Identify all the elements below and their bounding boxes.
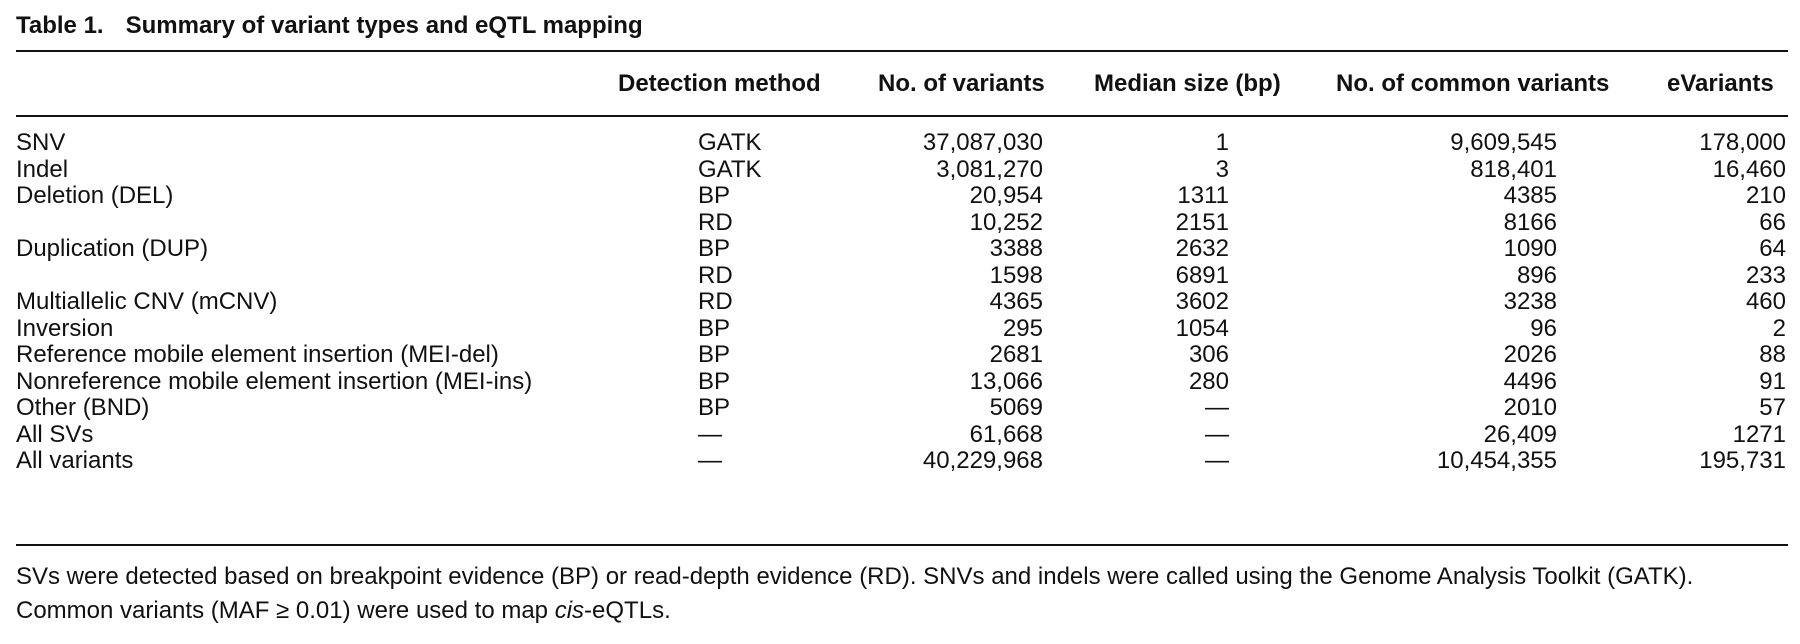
table-row	[0, 340, 1800, 370]
no-of-variants-cell: 40,229,968	[922, 447, 1043, 474]
table-row	[0, 208, 1800, 238]
detection-method-cell: BP	[698, 314, 731, 342]
no-of-variants-cell: 1598	[989, 261, 1043, 289]
detection-method-cell: GATK	[698, 155, 762, 183]
no-of-variants-cell: 2681	[989, 341, 1043, 368]
table-row	[0, 420, 1800, 450]
detection-method-cell: BP	[698, 394, 731, 421]
detection-method-cell: GATK	[698, 129, 762, 156]
median-size-cell: —	[1205, 420, 1229, 448]
table-number: Table 1.	[16, 12, 104, 39]
header-rule	[16, 115, 1788, 117]
common-variants-cell: 26,409	[1483, 420, 1557, 448]
table-title: Summary of variant types and eQTL mapping	[125, 12, 643, 39]
no-of-variants-cell: 10,252	[969, 208, 1043, 236]
table-caption	[16, 12, 643, 40]
table-row	[0, 128, 1800, 158]
header-evariants: eVariants	[1667, 70, 1774, 97]
variant-type-cell: Nonreference mobile element insertion (MEI-ins)	[16, 367, 533, 395]
detection-method-cell: BP	[698, 341, 731, 368]
variant-type-cell: Multiallelic CNV (mCNV)	[16, 288, 278, 315]
common-variants-cell: 9,609,545	[1450, 129, 1557, 156]
table-row	[0, 367, 1800, 397]
common-variants-cell: 10,454,355	[1436, 447, 1557, 474]
variant-type-cell: All variants	[16, 447, 134, 474]
no-of-variants-cell: 13,066	[969, 367, 1043, 395]
table-row	[0, 234, 1800, 264]
median-size-cell: —	[1205, 394, 1229, 421]
footnote-text: SVs were detected based on breakpoint evidence (BP) or read-depth evidence (RD). SNVs and indels were called using the Genome Analysis Toolkit (GATK). Common variants (MAF ≥ 0.01) were used to map	[16, 563, 1694, 624]
variant-type-cell: Indel	[16, 155, 69, 183]
variant-type-cell: Inversion	[16, 314, 114, 342]
table-top-rule	[16, 50, 1788, 52]
table-bottom-rule	[16, 544, 1788, 546]
detection-method-cell: RD	[698, 261, 733, 289]
variant-type-cell: Reference mobile element insertion (MEI-del)	[16, 341, 499, 368]
no-of-variants-cell: 3,081,270	[936, 155, 1043, 183]
variant-type-cell: Deletion (DEL)	[16, 182, 174, 209]
header-no-of-common-variants: No. of common variants	[1336, 70, 1610, 97]
detection-method-cell: BP	[698, 367, 731, 395]
table-row	[0, 261, 1800, 291]
no-of-variants-cell: 295	[1002, 314, 1043, 342]
common-variants-cell: 818,401	[1470, 155, 1557, 183]
no-of-variants-cell: 3388	[989, 235, 1043, 262]
evariants-cell: 195,731	[1699, 447, 1786, 474]
header-detection-method: Detection method	[618, 70, 821, 97]
table-row	[0, 446, 1800, 476]
variant-type-cell: SNV	[16, 129, 66, 156]
header-no-of-variants: No. of variants	[878, 70, 1045, 97]
evariants-cell: 57	[1759, 394, 1786, 421]
table-row	[0, 393, 1800, 423]
evariants-cell: 460	[1745, 288, 1786, 315]
footnote-text-end: -eQTLs.	[584, 597, 671, 624]
evariants-cell: 233	[1745, 261, 1786, 289]
median-size-cell: 6891	[1175, 261, 1229, 289]
table-row	[0, 155, 1800, 185]
table-row	[0, 287, 1800, 317]
evariants-cell: 66	[1759, 208, 1786, 236]
detection-method-cell: RD	[698, 208, 733, 236]
variant-type-cell: Duplication (DUP)	[16, 235, 209, 262]
evariants-cell: 88	[1759, 341, 1786, 368]
detection-method-cell: —	[698, 447, 722, 474]
detection-method-cell: —	[698, 420, 722, 448]
evariants-cell: 210	[1745, 182, 1786, 209]
no-of-variants-cell: 20,954	[969, 182, 1043, 209]
footnote-italic: cis	[554, 597, 585, 624]
header-median-size: Median size (bp)	[1094, 70, 1281, 97]
evariants-cell: 178,000	[1699, 129, 1786, 156]
no-of-variants-cell: 37,087,030	[922, 129, 1043, 156]
common-variants-cell: 96	[1530, 314, 1557, 342]
detection-method-cell: RD	[698, 288, 733, 315]
median-size-cell: 1311	[1177, 182, 1229, 209]
common-variants-cell: 1090	[1503, 235, 1557, 262]
common-variants-cell: 2010	[1503, 394, 1557, 421]
median-size-cell: 306	[1188, 341, 1229, 368]
evariants-cell: 91	[1759, 367, 1786, 395]
median-size-cell: 280	[1188, 367, 1229, 395]
common-variants-cell: 4385	[1503, 182, 1557, 209]
median-size-cell: 1054	[1175, 314, 1229, 342]
no-of-variants-cell: 4365	[989, 288, 1043, 315]
median-size-cell: 2151	[1175, 208, 1229, 236]
evariants-cell: 2	[1772, 314, 1786, 342]
detection-method-cell: BP	[698, 182, 731, 209]
common-variants-cell: 896	[1516, 261, 1557, 289]
detection-method-cell: BP	[698, 235, 731, 262]
median-size-cell: 2632	[1175, 235, 1229, 262]
evariants-cell: 1271	[1732, 420, 1786, 448]
median-size-cell: 3	[1215, 155, 1229, 183]
table-row	[0, 181, 1800, 211]
common-variants-cell: 8166	[1503, 208, 1557, 236]
median-size-cell: 1	[1215, 129, 1229, 156]
table-row	[0, 314, 1800, 344]
common-variants-cell: 3238	[1503, 288, 1557, 315]
evariants-cell: 16,460	[1712, 155, 1786, 183]
median-size-cell: 3602	[1175, 288, 1229, 315]
no-of-variants-cell: 61,668	[969, 420, 1043, 448]
variant-type-cell: All SVs	[16, 420, 94, 448]
median-size-cell: —	[1205, 447, 1229, 474]
no-of-variants-cell: 5069	[989, 394, 1043, 421]
common-variants-cell: 2026	[1503, 341, 1557, 368]
common-variants-cell: 4496	[1503, 367, 1557, 395]
table-footnote	[16, 560, 1788, 628]
evariants-cell: 64	[1759, 235, 1786, 262]
variant-type-cell: Other (BND)	[16, 394, 150, 421]
